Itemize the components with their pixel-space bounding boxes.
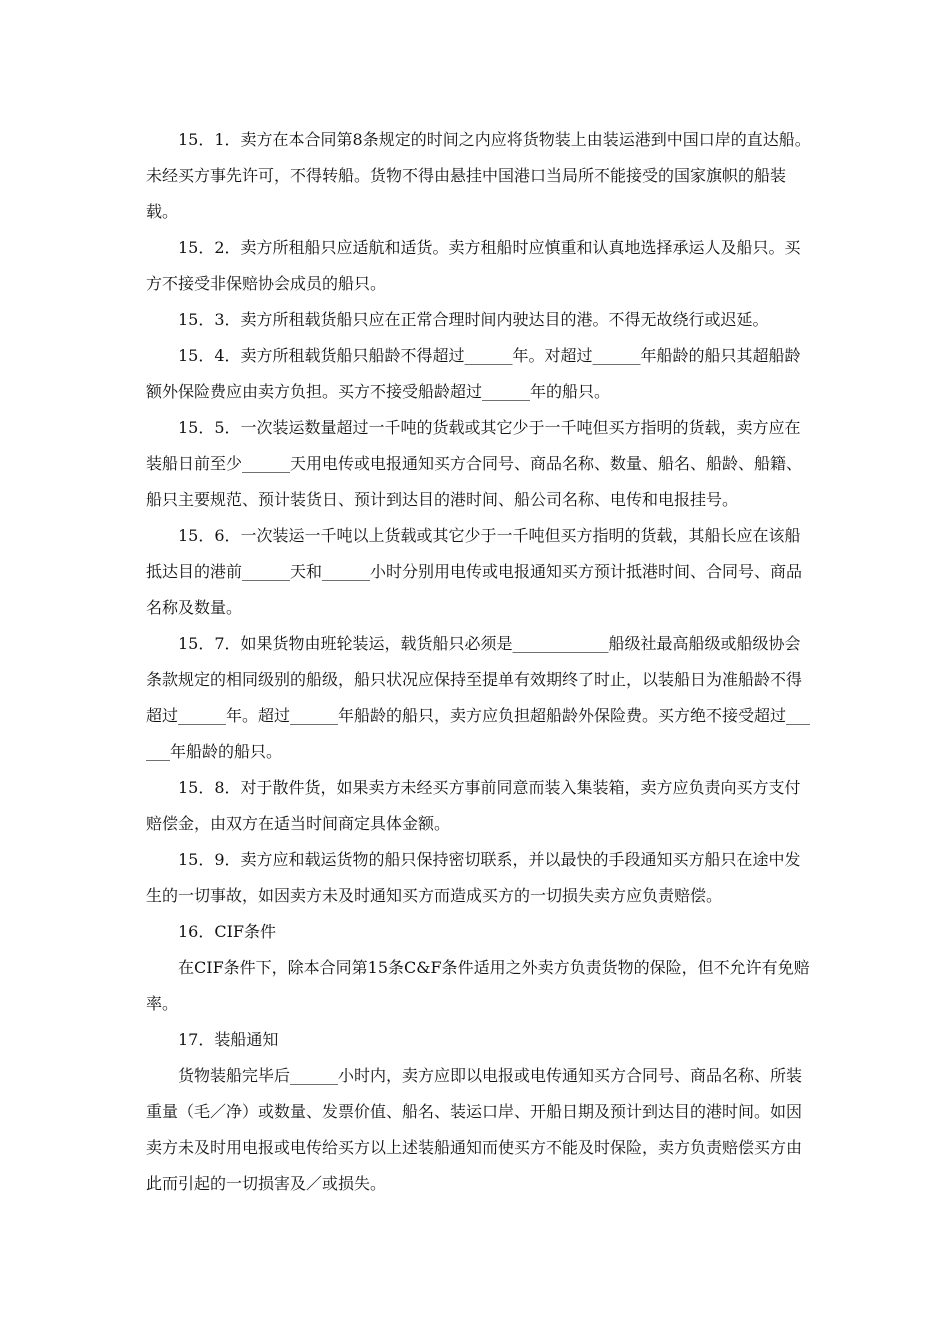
clause-15-9: 15．9．卖方应和载运货物的船只保持密切联系，并以最快的手段通知买方船只在途中发生的一切事故，如因卖方未及时通知买方而造成买方的一切损失卖方应负责赔偿。 bbox=[146, 850, 801, 905]
clause-16-body: 在CIF条件下，除本合同第15条C&F条件适用之外卖方负责货物的保险，但不允许有免赔率。 bbox=[146, 958, 810, 1013]
clause-15-3: 15．3．卖方所租载货船只应在正常合理时间内驶达目的港。不得无故绕行或迟延。 bbox=[178, 310, 769, 329]
heading-16-cif: 16．CIF条件 bbox=[178, 922, 277, 941]
clause-15-8: 15．8．对于散件货，如果卖方未经买方事前同意而装入集装箱，卖方应负责向买方支付赔偿金，由双方在适当时间商定具体金额。 bbox=[146, 778, 801, 833]
clause-15-6: 15．6．一次装运一千吨以上货载或其它少于一千吨但买方指明的货载，其船长应在该船抵达目的港前______天和______小时分别用电传或电报通知买方预计抵港时间、合同号、商品名称及数量。 bbox=[146, 526, 803, 617]
clause-15-5: 15．5．一次装运数量超过一千吨的货载或其它少于一千吨但买方指明的货载，卖方应在装船日前至少______天用电传或电报通知买方合同号、商品名称、数量、船名、船龄、船籍、船只主要规范、预计装货日、预计到达目的港时间、船公司名称、电传和电报挂号。 bbox=[146, 418, 803, 509]
clause-15-7: 15．7．如果货物由班轮装运，载货船只必须是____________船级社最高船级或船级协会条款规定的相同级别的船级，船只状况应保持至提单有效期终了时止，以装船日为准船龄不得超过______年。超过______年船龄的船只，卖方应负担超船龄外保险费。买方绝不接受超过______年船龄的船只。 bbox=[146, 634, 811, 761]
clause-15-2: 15．2．卖方所租船只应适航和适货。卖方租船时应慎重和认真地选择承运人及船只。买方不接受非保赔协会成员的船只。 bbox=[146, 238, 801, 293]
clause-17-body: 货物装船完毕后______小时内，卖方应即以电报或电传通知买方合同号、商品名称、所装重量（毛／净）或数量、发票价值、船名、装运口岸、开船日期及预计到达目的港时间。如因卖方未及时用电报或电传给买方以上述装船通知而使买方不能及时保险，卖方负责赔偿买方由此而引起的一切损害及／或损失。 bbox=[146, 1066, 803, 1193]
clause-15-4: 15．4．卖方所租载货船只船龄不得超过______年。对超过______年船龄的船只其超船龄额外保险费应由卖方负担。买方不接受船龄超过______年的船只。 bbox=[146, 346, 801, 401]
heading-17-shipping-notice: 17．装船通知 bbox=[178, 1030, 279, 1049]
clause-15-1: 15．1．卖方在本合同第8条规定的时间之内应将货物装上由装运港到中国口岸的直达船。未经买方事先许可，不得转船。货物不得由悬挂中国港口当局所不能接受的国家旗帜的船装载。 bbox=[146, 130, 811, 221]
